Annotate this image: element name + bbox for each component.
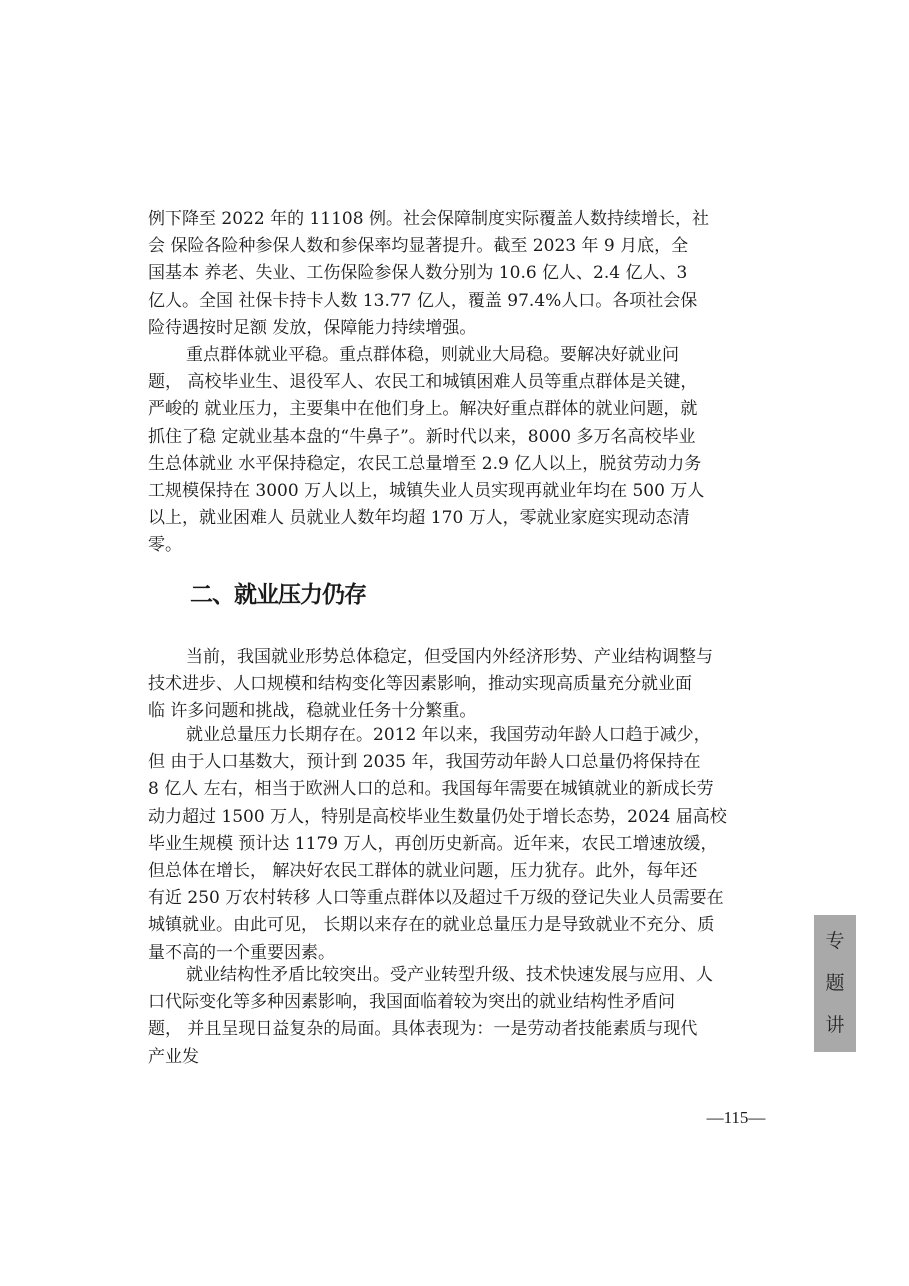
text-line: 严峻的 就业压力，主要集中在他们身上。解决好重点群体的就业问题，就 <box>148 399 698 420</box>
side-tab-char: 专 <box>825 930 845 952</box>
text-line: 零。 <box>148 535 182 556</box>
text-line: 8 亿人 左右，相当于欧洲人口的总和。我国每年需要在城镇就业的新成长劳 <box>148 779 714 800</box>
text-line: 例下降至 2022 年的 11108 例。社会保障制度实际覆盖人数持续增长，社 <box>148 209 709 229</box>
text-line: 当前，我国就业形势总体稳定，但受国内外经济形势、产业结构调整与 <box>186 647 713 667</box>
text-line: 险待遇按时足额 发放，保障能力持续增强。 <box>148 317 477 338</box>
paragraph-key-groups <box>148 342 766 560</box>
paragraph-current-situation <box>148 644 766 726</box>
text-line: 量不高的一个重要因素。 <box>148 942 335 963</box>
paragraph-social-security <box>148 206 766 342</box>
paragraph-structural-contradiction <box>148 962 766 1071</box>
text-line: 产业发 <box>148 1046 199 1067</box>
text-line: 毕业生规模 预计达 1179 万人，再创历史新高。近年来，农民工增速放缓， <box>148 833 718 854</box>
section-heading: 二、就业压力仍存 <box>190 582 366 608</box>
text-line: 但总体在增长， 解决好农民工群体的就业问题，压力犹存。此外，每年还 <box>148 860 698 881</box>
text-line: 就业总量压力长期存在。2012 年以来，我国劳动年龄人口趋于减少， <box>186 725 711 745</box>
text-line: 有近 250 万农村转移 人口等重点群体以及超过千万级的登记失业人员需要在 <box>148 888 724 909</box>
text-line: 生总体就业 水平保持稳定，农民工总量增至 2.9 亿人以上，脱贫劳动力务 <box>148 453 702 474</box>
text-line: 技术进步、人口规模和结构变化等因素影响，推动实现高质量充分就业面 <box>148 674 692 695</box>
text-line: 题， 高校毕业生、退役军人、农民工和城镇困难人员等重点群体是关键， <box>148 372 698 393</box>
text-line: 工规模保持在 3000 万人以上，城镇失业人员实现再就业年均在 500 万人 <box>148 480 705 501</box>
text-line: 题， 并且呈现日益复杂的局面。具体表现为：一是劳动者技能素质与现代 <box>148 1019 698 1040</box>
side-section-tab <box>814 915 856 1052</box>
paragraph-total-pressure <box>148 722 766 967</box>
text-line: 国基本 养老、失业、工伤保险参保人数分别为 10.6 亿人、2.4 亿人、3 <box>148 263 688 284</box>
text-line: 城镇就业。由此可见， 长期以来存在的就业总量压力是导致就业不充分、质 <box>148 915 715 936</box>
text-line: 口代际变化等多种因素影响，我国面临着较为突出的就业结构性矛盾问 <box>148 992 675 1013</box>
side-tab-char: 题 <box>825 972 845 994</box>
text-line: 亿人。全国 社保卡持卡人数 13.77 亿人，覆盖 97.4%人口。各项社会保 <box>148 290 698 311</box>
text-line: 会 保险各险种参保人数和参保率均显著提升。截至 2023 年 9 月底，全 <box>148 236 689 257</box>
text-line: 但 由于人口基数大，预计到 2035 年，我国劳动年龄人口总量仍将保持在 <box>148 752 701 773</box>
text-line: 动力超过 1500 万人，特别是高校毕业生数量仍处于增长态势，2024 届高校 <box>148 806 727 827</box>
text-line: 临 许多问题和挑战，稳就业任务十分繁重。 <box>148 701 477 722</box>
side-tab-char: 讲 <box>825 1014 845 1036</box>
text-line: 抓住了稳 定就业基本盘的“牛鼻子”。新时代以来，8000 多万名高校毕业 <box>148 426 696 447</box>
text-line: 以上，就业困难人 员就业人数年均超 170 万人，零就业家庭实现动态清 <box>148 508 690 529</box>
page-number: —115— <box>706 1108 766 1127</box>
text-line: 重点群体就业平稳。重点群体稳，则就业大局稳。要解决好就业问 <box>186 345 679 365</box>
text-line: 就业结构性矛盾比较突出。受产业转型升级、技术快速发展与应用、人 <box>186 965 713 985</box>
